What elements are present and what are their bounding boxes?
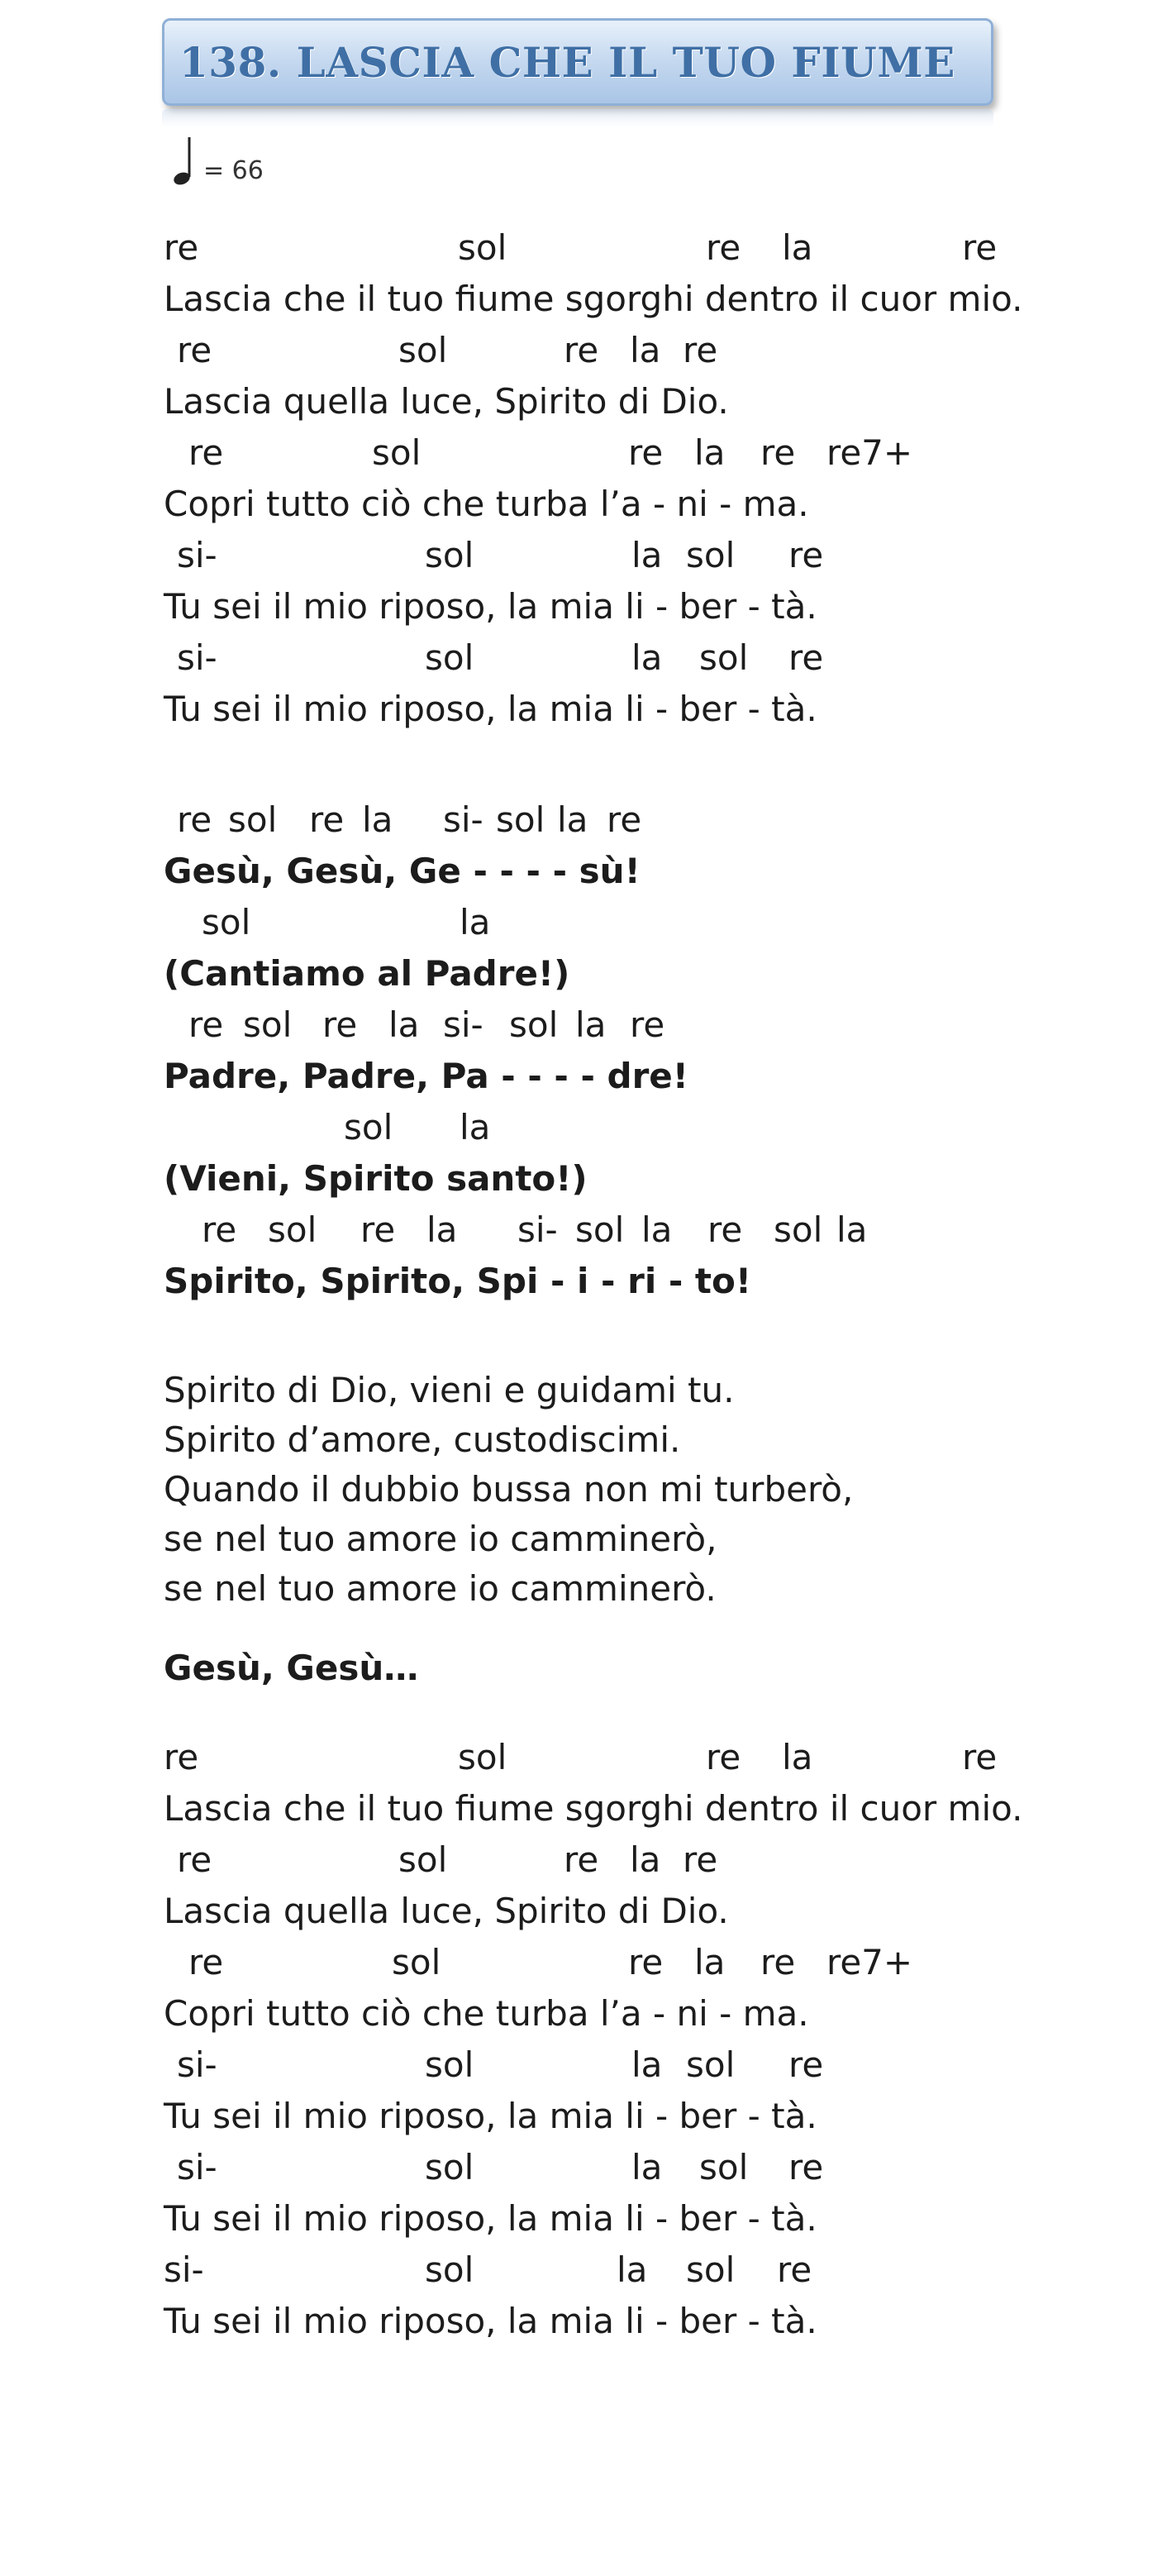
chord-line	[164, 2042, 1081, 2088]
chord: sol	[509, 1004, 559, 1045]
chord-line	[164, 1002, 1081, 1048]
chord: la	[460, 902, 491, 942]
chord: la	[694, 1942, 726, 1982]
chord: sol	[425, 2044, 474, 2085]
chord: re	[607, 799, 642, 840]
lyric-line: Tu sei il mio riposo, la mia li - ber - tà.	[164, 586, 817, 627]
chord-line	[164, 899, 1081, 946]
chord: re	[788, 535, 824, 575]
chord: re	[760, 1942, 796, 1982]
chord: re	[788, 2044, 824, 2085]
chord: re7+	[826, 1942, 913, 1982]
chorus-line: Gesù, Gesù, Ge - - - - sù!	[164, 851, 641, 891]
chord: sol	[268, 1209, 317, 1250]
chord: si-	[177, 535, 217, 575]
chord: re	[177, 330, 212, 370]
chord-line	[164, 1207, 1081, 1253]
chord: sol	[202, 902, 251, 942]
chord: sol	[425, 2147, 474, 2187]
chord: la	[460, 1107, 491, 1147]
chord: re	[760, 432, 796, 473]
chord: re	[962, 227, 998, 268]
chord: re	[177, 799, 212, 840]
lyric-line: se nel tuo amore io camminerò,	[164, 1519, 717, 1559]
chord: re	[188, 1004, 224, 1045]
chord: re	[683, 1839, 718, 1880]
lyric-line: Copri tutto ciò che turba l’a - ni - ma.	[164, 1993, 809, 2034]
chord-line	[164, 2247, 1081, 2293]
chord: sol	[686, 2044, 736, 2085]
title-banner	[162, 18, 993, 106]
chord: sol	[458, 227, 507, 268]
chord-line	[164, 430, 1081, 476]
chord: si-	[443, 799, 483, 840]
chord: sol	[425, 637, 474, 678]
lyric-line: Tu sei il mio riposo, la mia li - ber - tà.	[164, 2198, 817, 2239]
chord: re	[628, 1942, 664, 1982]
chord: sol	[392, 1942, 441, 1982]
chord: sol	[243, 1004, 293, 1045]
chord: si-	[517, 1209, 558, 1250]
lyric-line: Spirito d’amore, custodiscimi.	[164, 1419, 681, 1460]
lyric-line: Lascia quella luce, Spirito di Dio.	[164, 1891, 729, 1931]
chord: sol	[774, 1209, 823, 1250]
chord: sol	[699, 2147, 749, 2187]
chorus-line: Padre, Padre, Pa - - - - dre!	[164, 1056, 688, 1096]
chord: re	[683, 330, 718, 370]
chord-line	[164, 1837, 1081, 1883]
chord: re	[788, 2147, 824, 2187]
chorus-reference: Gesù, Gesù…	[164, 1648, 419, 1688]
chord: sol	[575, 1209, 625, 1250]
chord-line	[164, 797, 1081, 843]
title-reflection	[162, 109, 993, 127]
chord: la	[836, 1209, 868, 1250]
chord: sol	[496, 799, 545, 840]
chord: re	[706, 1737, 741, 1777]
chord: re	[188, 432, 224, 473]
lyric-line: Tu sei il mio riposo, la mia li - ber - tà.	[164, 2301, 817, 2341]
chord: sol	[228, 799, 278, 840]
chord: re	[564, 1839, 599, 1880]
chord: la	[631, 2044, 663, 2085]
chord: re	[322, 1004, 358, 1045]
chord: la	[617, 2249, 648, 2290]
chord: sol	[686, 2249, 736, 2290]
chord: si-	[177, 2147, 217, 2187]
chord: sol	[686, 535, 736, 575]
chord: la	[782, 227, 813, 268]
lyric-line: Lascia che il tuo fiume sgorghi dentro il cuor mio.	[164, 1788, 1023, 1829]
chord: si-	[177, 2044, 217, 2085]
chord: la	[631, 535, 663, 575]
lyric-line: Tu sei il mio riposo, la mia li - ber - tà.	[164, 689, 817, 729]
chord: re	[706, 227, 741, 268]
tempo-marking	[172, 134, 264, 187]
chord: sol	[458, 1737, 507, 1777]
chord-line	[164, 635, 1081, 681]
chorus-line: (Vieni, Spirito santo!)	[164, 1158, 588, 1199]
lyric-line: se nel tuo amore io camminerò.	[164, 1568, 717, 1609]
chord: re	[788, 637, 824, 678]
chord: re	[707, 1209, 743, 1250]
chord: re	[962, 1737, 998, 1777]
chord: sol	[699, 637, 749, 678]
chord-line	[164, 225, 1081, 271]
chorus-line: Spirito, Spirito, Spi - i - ri - to!	[164, 1261, 751, 1301]
chord: si-	[164, 2249, 204, 2290]
chord: la	[388, 1004, 420, 1045]
lyric-line: Quando il dubbio bussa non mi turberò,	[164, 1469, 854, 1510]
chord: la	[557, 799, 588, 840]
chord-line	[164, 2144, 1081, 2191]
chord-line	[164, 532, 1081, 579]
lyric-line: Lascia che il tuo fiume sgorghi dentro il cuor mio.	[164, 279, 1023, 319]
chord: la	[426, 1209, 458, 1250]
chord: sol	[425, 535, 474, 575]
chord: sol	[372, 432, 422, 473]
chorus-line: (Cantiamo al Padre!)	[164, 953, 570, 994]
chord: re	[164, 1737, 199, 1777]
chord: sol	[398, 330, 448, 370]
lyric-line: Lascia quella luce, Spirito di Dio.	[164, 381, 729, 422]
chord: la	[575, 1004, 607, 1045]
chord: la	[641, 1209, 673, 1250]
lyric-line: Copri tutto ciò che turba l’a - ni - ma.	[164, 484, 809, 524]
chord: re	[630, 1004, 665, 1045]
chord: sol	[398, 1839, 448, 1880]
chord: re7+	[826, 432, 913, 473]
chord: si-	[443, 1004, 483, 1045]
chord-line	[164, 327, 1081, 374]
chord: la	[782, 1737, 813, 1777]
chord: sol	[344, 1107, 393, 1147]
chord: la	[631, 2147, 663, 2187]
chord: la	[362, 799, 393, 840]
lyric-line: Spirito di Dio, vieni e guidami tu.	[164, 1370, 735, 1410]
chord: re	[188, 1942, 224, 1982]
quarter-note-icon	[172, 136, 193, 187]
lyric-line: Tu sei il mio riposo, la mia li - ber - tà.	[164, 2096, 817, 2136]
chord: re	[564, 330, 599, 370]
chord: re	[177, 1839, 212, 1880]
tempo-value: = 66	[203, 156, 264, 185]
chord: sol	[425, 2249, 474, 2290]
chord: la	[630, 330, 661, 370]
chord-line	[164, 1734, 1081, 1781]
chord: re	[628, 432, 664, 473]
chord-line	[164, 1104, 1081, 1151]
chord: re	[777, 2249, 812, 2290]
chord-line	[164, 1939, 1081, 1986]
chord: re	[309, 799, 345, 840]
chord: si-	[177, 637, 217, 678]
chord: la	[630, 1839, 661, 1880]
chord: re	[360, 1209, 396, 1250]
chord: la	[694, 432, 726, 473]
chord: re	[164, 227, 199, 268]
chord: re	[202, 1209, 237, 1250]
chord: la	[631, 637, 663, 678]
song-title: 138. LASCIA CHE IL TUO FIUME	[179, 37, 955, 87]
